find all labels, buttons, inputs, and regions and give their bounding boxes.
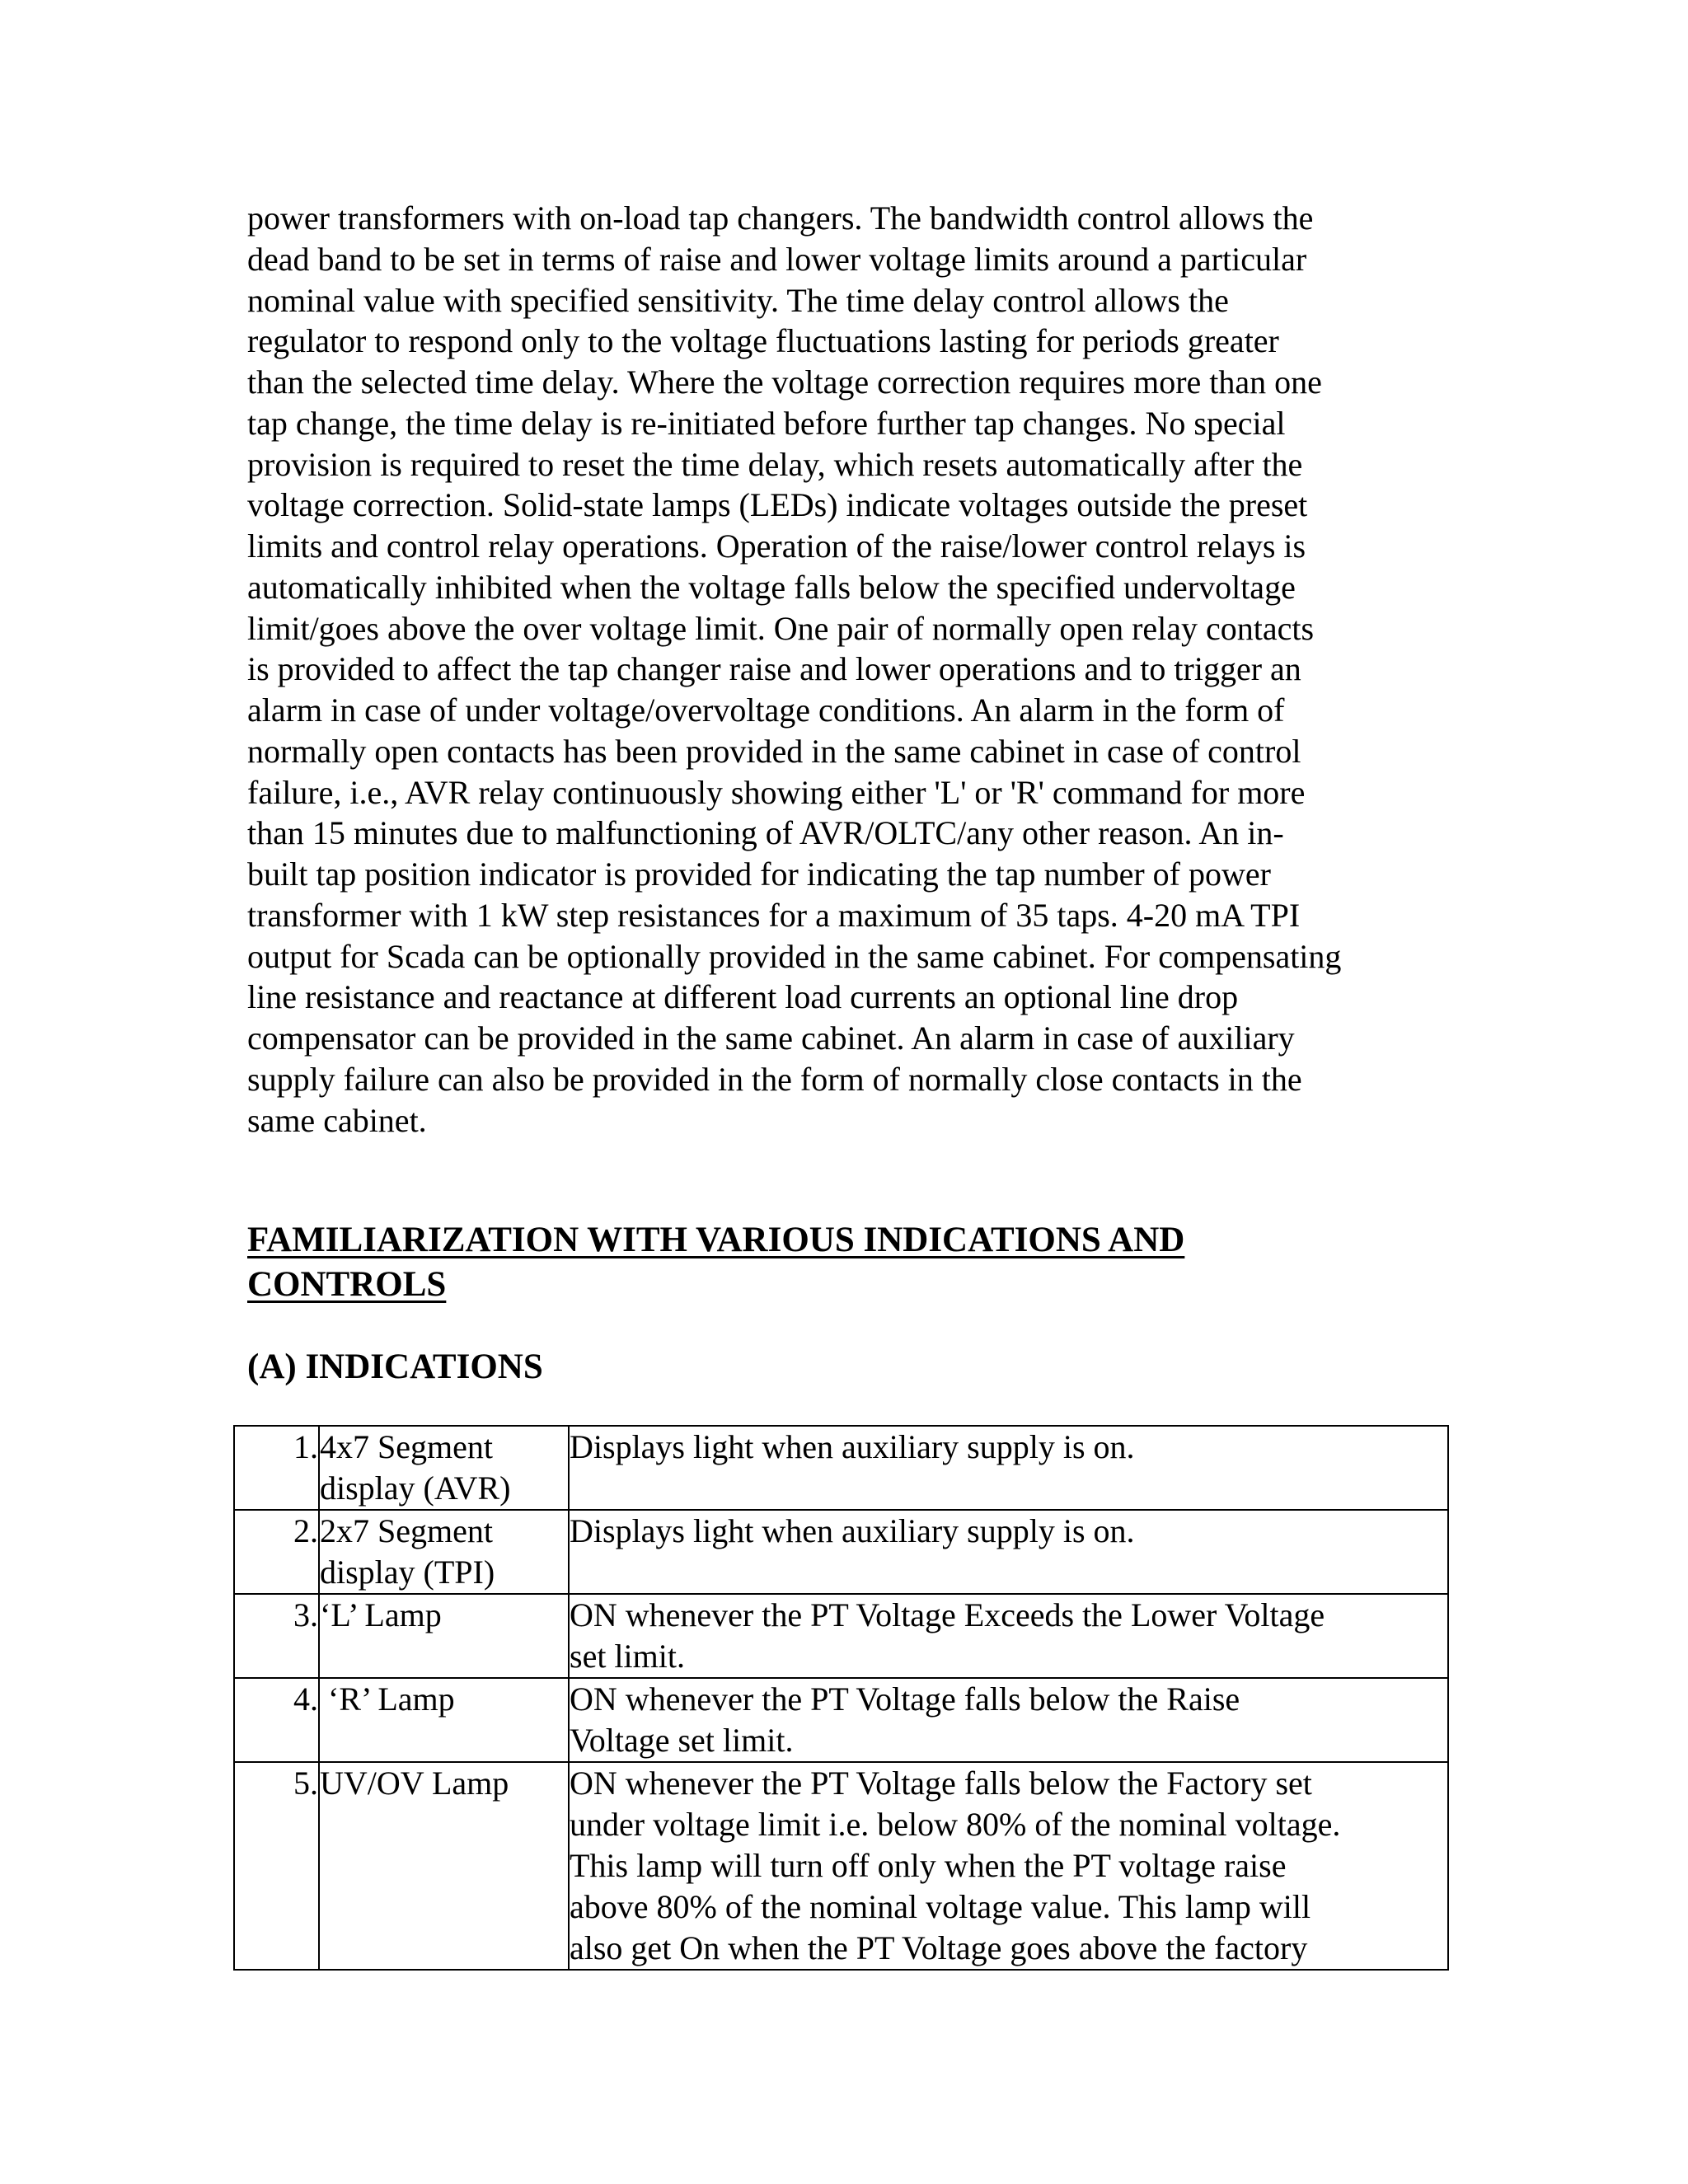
indicator-name xyxy=(319,1678,569,1762)
table-row xyxy=(234,1678,1448,1762)
paragraph-line: line resistance and reactance at different load currents an optional line drop xyxy=(247,978,1239,1016)
paragraph-line: built tap position indicator is provided for indicating the tap number of power xyxy=(247,855,1271,893)
paragraph-line: than the selected time delay. Where the voltage correction requires more than one xyxy=(247,363,1322,401)
paragraph-line: voltage correction. Solid-state lamps (LEDs) indicate voltages outside the preset xyxy=(247,486,1308,524)
indicator-description xyxy=(569,1762,1448,1970)
description-line: Displays light when auxiliary supply is on. xyxy=(570,1512,1135,1549)
paragraph-line: provision is required to reset the time delay, which resets automatically after the xyxy=(247,445,1303,483)
indicator-name xyxy=(319,1762,569,1970)
indicator-name-line: ‘L’ Lamp xyxy=(320,1596,442,1633)
indicator-description xyxy=(569,1510,1448,1594)
indicator-description xyxy=(569,1678,1448,1762)
paragraph-line: automatically inhibited when the voltage falls below the specified undervoltage xyxy=(247,568,1296,606)
paragraph-line: compensator can be provided in the same cabinet. An alarm in case of auxiliary xyxy=(247,1019,1295,1057)
description-line: ON whenever the PT Voltage falls below the Factory set xyxy=(570,1765,1312,1802)
description-line: set limit. xyxy=(570,1638,685,1675)
description-line: Voltage set limit. xyxy=(570,1722,794,1759)
description-line: above 80% of the nominal voltage value. This lamp will xyxy=(570,1888,1311,1925)
row-number: 5. xyxy=(234,1762,319,1970)
indicator-name xyxy=(319,1594,569,1678)
paragraph-line: alarm in case of under voltage/overvoltage conditions. An alarm in the form of xyxy=(247,691,1285,729)
paragraph-line: limit/goes above the over voltage limit. One pair of normally open relay contacts xyxy=(247,609,1315,647)
paragraph-line: regulator to respond only to the voltage fluctuations lasting for periods greater xyxy=(247,322,1279,360)
description-line: ON whenever the PT Voltage Exceeds the Lower Voltage xyxy=(570,1596,1325,1633)
table-row xyxy=(234,1426,1448,1510)
paragraph-line: transformer with 1 kW step resistances for a maximum of 35 taps. 4-20 mA TPI xyxy=(247,896,1301,934)
indicator-description xyxy=(569,1594,1448,1678)
paragraph-line: power transformers with on-load tap changers. The bandwidth control allows the xyxy=(247,199,1314,237)
table-row xyxy=(234,1762,1448,1970)
indications-table xyxy=(233,1425,1449,1971)
body-paragraph xyxy=(247,198,1451,1141)
indicator-name-line: 2x7 Segment xyxy=(320,1512,493,1549)
row-number: 3. xyxy=(234,1594,319,1678)
paragraph-line: output for Scada can be optionally provided in the same cabinet. For compensating xyxy=(247,937,1342,975)
subsection-heading: (A) INDICATIONS xyxy=(247,1347,543,1386)
section-heading-line: CONTROLS xyxy=(247,1265,447,1304)
description-line: Displays light when auxiliary supply is on. xyxy=(570,1428,1135,1465)
indicator-name-line: display (TPI) xyxy=(320,1554,495,1591)
indicator-description xyxy=(569,1426,1448,1510)
table-row xyxy=(234,1510,1448,1594)
paragraph-line: failure, i.e., AVR relay continuously showing either 'L' or 'R' command for more xyxy=(247,773,1306,811)
description-line: also get On when the PT Voltage goes above the factory xyxy=(570,1929,1308,1966)
paragraph-line: is provided to affect the tap changer raise and lower operations and to trigger an xyxy=(247,650,1301,688)
section-heading-line: FAMILIARIZATION WITH VARIOUS INDICATIONS AND xyxy=(247,1221,1185,1259)
description-line: This lamp will turn off only when the PT voltage raise xyxy=(570,1847,1287,1884)
paragraph-line: dead band to be set in terms of raise and lower voltage limits around a particular xyxy=(247,240,1307,278)
paragraph-line: nominal value with specified sensitivity. The time delay control allows the xyxy=(247,281,1229,319)
row-number: 4. xyxy=(234,1678,319,1762)
paragraph-line: tap change, the time delay is re-initiated before further tap changes. No special xyxy=(247,404,1286,442)
paragraph-line: normally open contacts has been provided in the same cabinet in case of control xyxy=(247,732,1301,770)
paragraph-line: supply failure can also be provided in the form of normally close contacts in the xyxy=(247,1060,1302,1098)
table-row xyxy=(234,1594,1448,1678)
paragraph-line: limits and control relay operations. Operation of the raise/lower control relays is xyxy=(247,527,1306,565)
paragraph-line: same cabinet. xyxy=(247,1101,427,1139)
description-line xyxy=(570,1468,1447,1509)
row-number: 1. xyxy=(234,1426,319,1510)
description-line xyxy=(570,1552,1447,1593)
paragraph-line: than 15 minutes due to malfunctioning of AVR/OLTC/any other reason. An in- xyxy=(247,814,1284,852)
description-line: under voltage limit i.e. below 80% of the nominal voltage. xyxy=(570,1806,1341,1843)
row-number: 2. xyxy=(234,1510,319,1594)
indicator-name-line: display (AVR) xyxy=(320,1469,511,1507)
indicator-name-line: 4x7 Segment xyxy=(320,1428,493,1465)
indicator-name-line: ‘R’ Lamp xyxy=(320,1680,455,1718)
indicator-name-line: UV/OV Lamp xyxy=(320,1765,509,1802)
indicator-name xyxy=(319,1426,569,1510)
indicator-name xyxy=(319,1510,569,1594)
description-line: ON whenever the PT Voltage falls below the Raise xyxy=(570,1680,1240,1718)
section-heading xyxy=(247,1218,1184,1307)
